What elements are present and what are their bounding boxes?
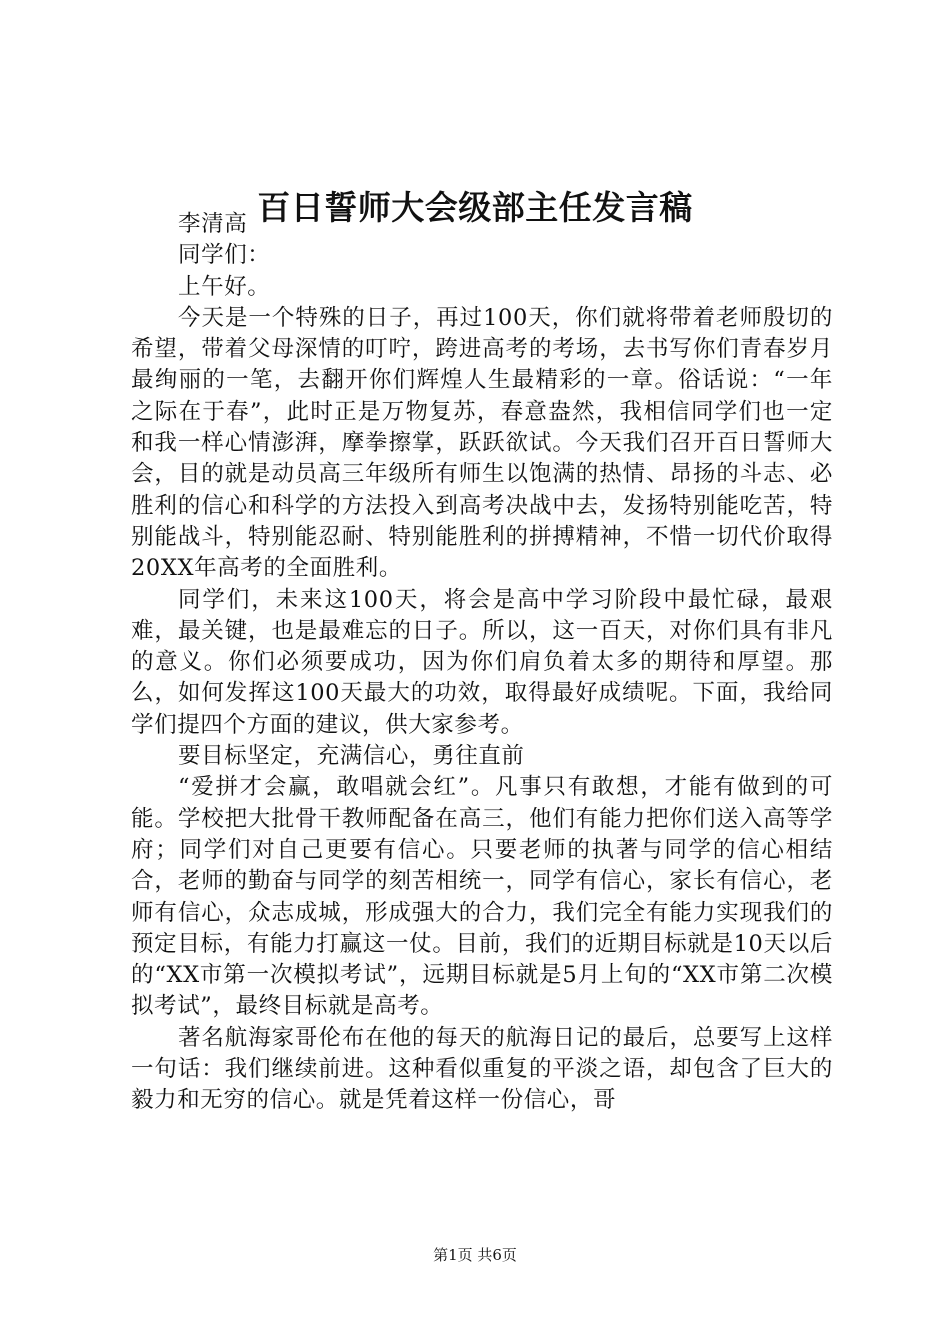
body-paragraph: 著名航海家哥伦布在他的每天的航海日记的最后，总要写上这样一句话：我们继续前进。这种看似重复的平淡之语，却包含了巨大的毅力和无穷的信心。就是凭着这样一份信心，哥 [131,1024,833,1114]
document-body [131,209,833,1117]
section-heading: 要目标坚定，充满信心，勇往直前 [178,743,525,770]
greeting: 上午好。 [178,273,271,300]
body-paragraph: “爱拼才会赢，敢唱就会红”。凡事只有敢想，才能有做到的可能。学校把大批骨干教师配备在高三，他们有能力把你们送入高等学府；同学们对自己更要有信心。只要老师的执著与同学的信心相结合，老师的勤奋与同学的刻苦相统一，同学有信心，家长有信心，老师有信心，众志成城，形成强大的合力，我们完全有能力实现我们的预定目标，有能力打赢这一仗。目前，我们的近期目标就是10天以后的“XX市第一次模拟考试”，远期目标就是5月上旬的“XX市第二次模拟考试”，最终目标就是高考。 [131,774,833,1020]
salutation: 同学们： [178,242,271,269]
body-paragraph: 今天是一个特殊的日子，再过100天，你们就将带着老师殷切的希望，带着父母深情的叮咛，跨进高考的考场，去书写你们青春岁月最绚丽的一笔，去翻开你们辉煌人生最精彩的一章。俗话说：“一年之际在于春”，此时正是万物复苏，春意盎然，我相信同学们也一定和我一样心情澎湃，摩拳擦掌，跃跃欲试。今天我们召开百日誓师大会，目的就是动员高三年级所有师生以饱满的热情、昂扬的斗志、必胜利的信心和科学的方法投入到高考决战中去，发扬特别能吃苦，特别能战斗，特别能忍耐、特别能胜利的拼搏精神，不惜一切代价取得20XX年高考的全面胜利。 [131,304,833,582]
document-title: 百日誓师大会级部主任发言稿 [257,188,693,227]
body-paragraph: 同学们，未来这100天，将会是高中学习阶段中最忙碌，最艰难，最关键，也是最难忘的日子。所以，这一百天，对你们具有非凡的意义。你们必须要成功，因为你们肩负着太多的期待和厚望。那么，如何发挥这100天最大的功效，取得最好成绩呢。下面，我给同学们提四个方面的建议，供大家参考。 [131,586,833,738]
author-line: 李清高 [178,211,248,237]
page-footer: 第1页 共6页 [433,1246,517,1264]
